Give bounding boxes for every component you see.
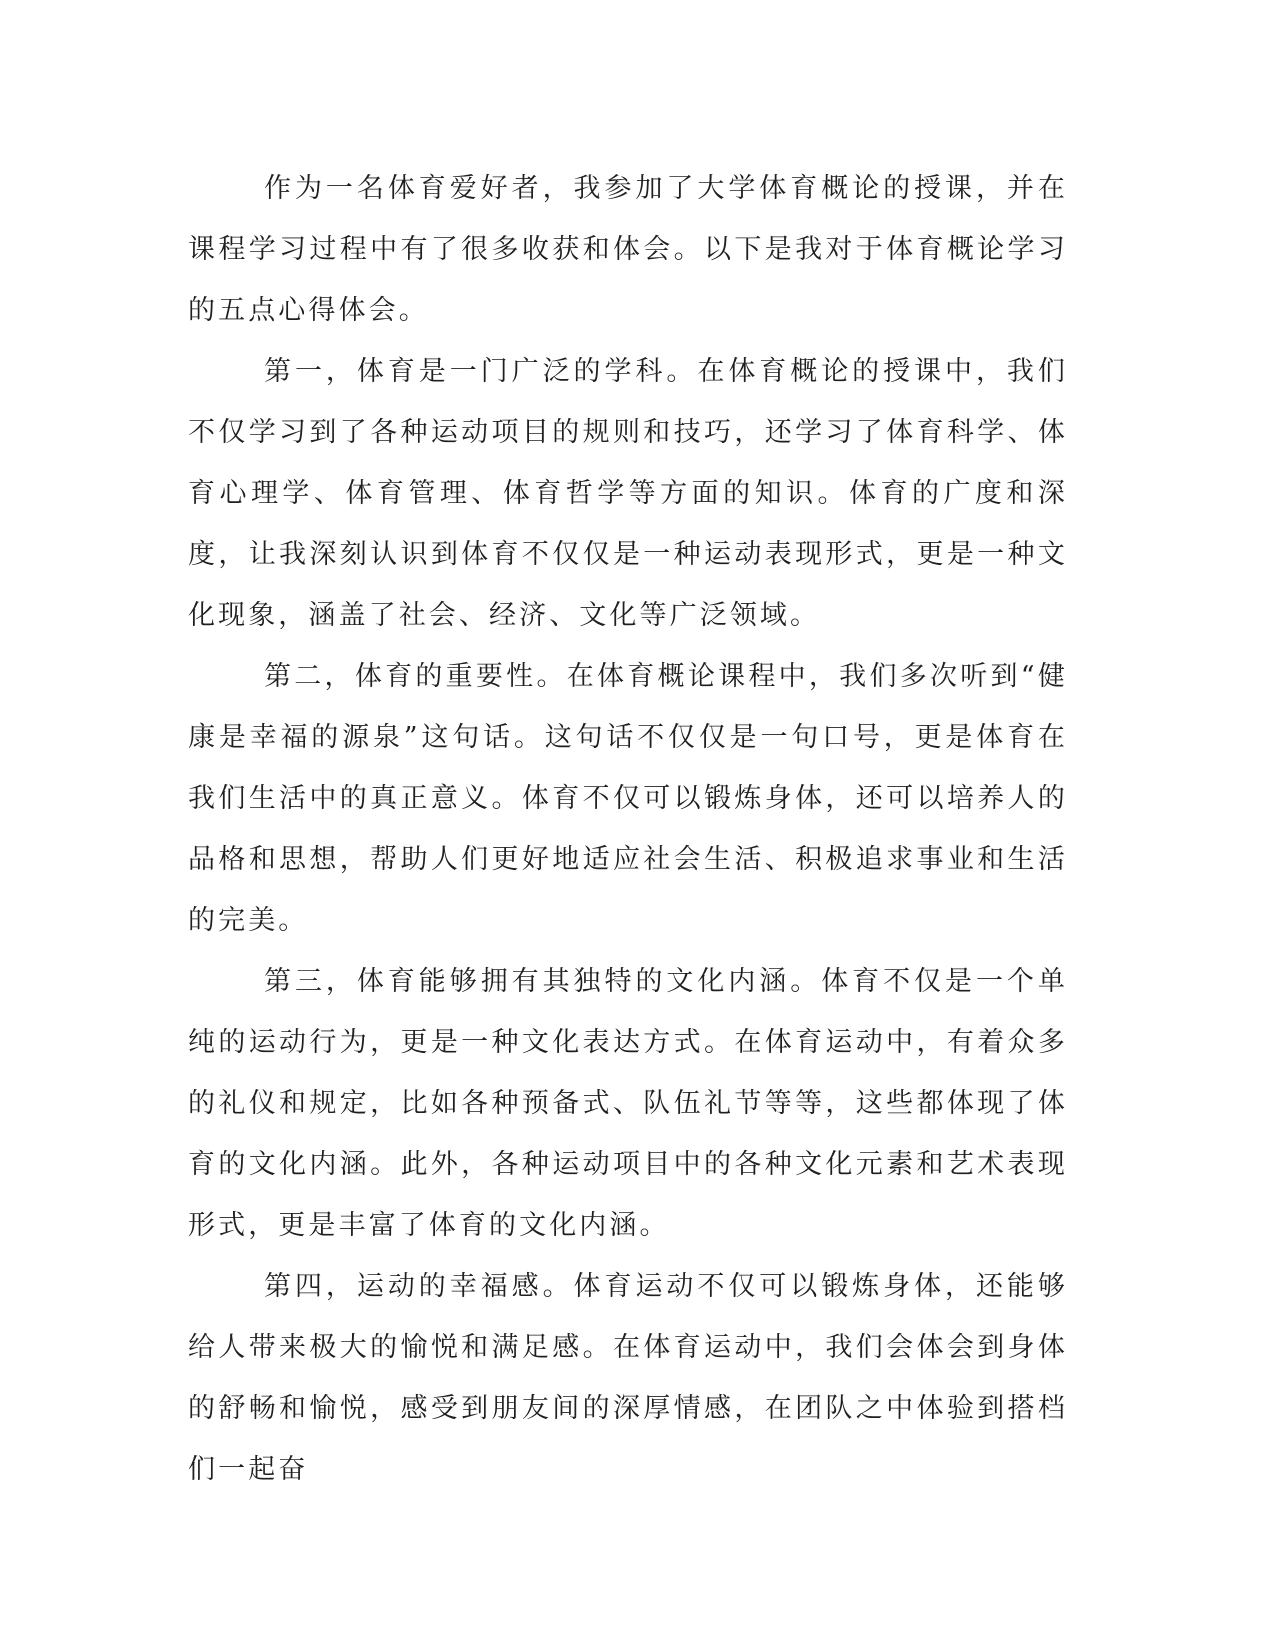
paragraph-second-point: 第二，体育的重要性。在体育概论课程中，我们多次听到“健康是幸福的源泉”这句话。这句话不仅仅是一句口号，更是体育在我们生活中的真正意义。体育不仅可以锻炼身体，还可以培养人的品格和思想，帮助人们更好地适应社会生活、积极追求事业和生活的完美。 (188, 661, 1068, 936)
paragraph-third-point: 第三，体育能够拥有其独特的文化内涵。体育不仅是一个单纯的运动行为，更是一种文化表达方式。在体育运动中，有着众多的礼仪和规定，比如各种预备式、队伍礼节等等，这些都体现了体育的文化内涵。此外，各种运动项目中的各种文化元素和艺术表现形式，更是丰富了体育的文化内涵。 (188, 966, 1068, 1241)
paragraph-intro: 作为一名体育爱好者，我参加了大学体育概论的授课，并在课程学习过程中有了很多收获和体会。以下是我对于体育概论学习的五点心得体会。 (188, 173, 1068, 326)
paragraph-first-point: 第一，体育是一门广泛的学科。在体育概论的授课中，我们不仅学习到了各种运动项目的规则和技巧，还学习了体育科学、体育心理学、体育管理、体育哲学等方面的知识。体育的广度和深度，让我深刻认识到体育不仅仅是一种运动表现形式，更是一种文化现象，涵盖了社会、经济、文化等广泛领域。 (188, 356, 1068, 631)
document-body (188, 158, 1068, 1500)
paragraph-fourth-point: 第四，运动的幸福感。体育运动不仅可以锻炼身体，还能够给人带来极大的愉悦和满足感。在体育运动中，我们会体会到身体的舒畅和愉悦，感受到朋友间的深厚情感，在团队之中体验到搭档们一起奋 (188, 1271, 1068, 1485)
